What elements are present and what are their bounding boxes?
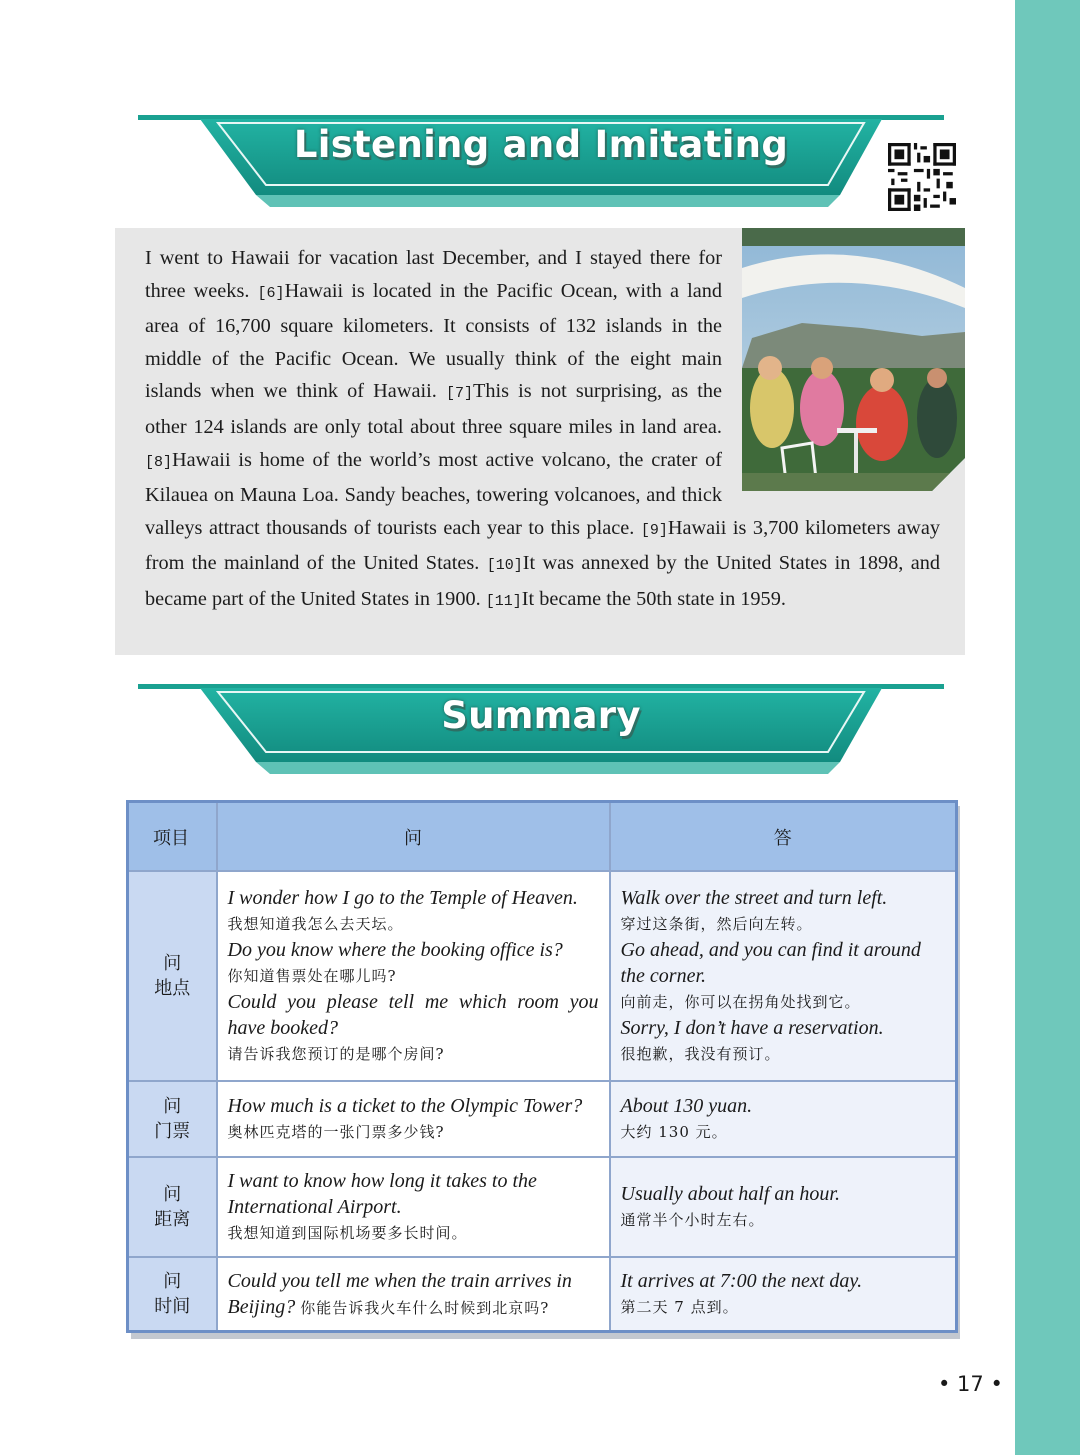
table-header-row <box>128 802 957 872</box>
table-row <box>128 1157 957 1257</box>
photo-spacer <box>722 242 940 500</box>
question-en: Do you know where the booking office is? <box>227 939 563 961</box>
qr-code-icon[interactable] <box>888 143 956 211</box>
question-cell <box>217 1157 610 1257</box>
item-label: 问 <box>163 1271 182 1292</box>
sentence: Hawaii is located in the Pacific Ocean, with a land area of 16,700 square kilometers. It consists of 132 islands in the middle of the Pacific Ocean. We usually think of the eight main islands when we think of Hawaii. <box>145 279 723 403</box>
table-row <box>128 1257 957 1332</box>
answer-en: Usually about half an hour. <box>620 1183 840 1205</box>
answer-en: Walk over the street and turn left. <box>620 887 888 909</box>
summary-banner <box>138 684 944 784</box>
sentence: It became the 50th state in 1959. <box>521 587 786 610</box>
sentence: This is not surprising, as the other 124 islands are only total about three square miles in land area. <box>145 380 722 438</box>
answer-en: About 130 yuan. <box>620 1095 753 1117</box>
question-cell <box>217 1081 610 1157</box>
summary-table-wrapper <box>126 800 955 1333</box>
question-zh: 我想知道到国际机场要多长时间。 <box>227 1224 468 1242</box>
question-zh: 奥林匹克塔的一张门票多少钱? <box>227 1123 445 1141</box>
answer-zh: 很抱歉，我没有预订。 <box>620 1045 781 1063</box>
question-en: Could you tell me when the train arrives in Beijing? <box>227 1269 572 1318</box>
question-cell <box>217 1257 610 1332</box>
header-answer: 答 <box>610 802 957 872</box>
reference-marker: [8] <box>145 453 173 471</box>
answer-cell <box>610 1257 957 1332</box>
question-cell <box>217 871 610 1081</box>
item-label: 门票 <box>154 1121 191 1142</box>
answer-zh: 大约 130 元。 <box>620 1123 728 1141</box>
listening-banner <box>138 115 944 215</box>
question-en-with-zh <box>228 1268 599 1321</box>
side-color-strip <box>1015 0 1080 1455</box>
answer-cell <box>610 1157 957 1257</box>
passage-text <box>145 242 940 619</box>
row-item-time <box>128 1257 217 1332</box>
answer-cell <box>610 871 957 1081</box>
answer-zh: 通常半个小时左右。 <box>620 1211 765 1229</box>
question-en: How much is a ticket to the Olympic Tower? <box>227 1095 583 1117</box>
row-item-distance <box>128 1157 217 1257</box>
reference-marker: [10] <box>486 557 523 575</box>
page-number: • 17 • <box>938 1372 1003 1396</box>
sentence: Hawaii is home of the world’s most active volcano, the crater of Kilauea on Mauna Loa. Sandy beaches, towering volcanoes, and thick valleys attract thousands of tourists each year to this place. <box>145 448 722 539</box>
answer-zh: 穿过这条街，然后向左转。 <box>620 915 813 933</box>
question-zh: 请告诉我您预订的是哪个房间? <box>227 1045 445 1063</box>
sentence: Hawaii is 3,700 kilometers away from the mainland of the United States. <box>145 516 940 575</box>
question-zh: 你知道售票处在哪儿吗? <box>227 967 397 985</box>
answer-cell <box>610 1081 957 1157</box>
header-item: 项目 <box>128 802 217 872</box>
item-label: 距离 <box>154 1209 191 1230</box>
question-zh: 你能告诉我火车什么时候到北京吗? <box>300 1298 550 1317</box>
question-zh: 我想知道我怎么去天坛。 <box>227 915 404 933</box>
reference-marker: [7] <box>445 385 473 403</box>
answer-zh: 向前走，你可以在拐角处找到它。 <box>620 993 861 1011</box>
question-en: Could you please tell me which room you have booked? <box>227 991 599 1039</box>
table-row <box>128 871 957 1081</box>
reference-marker: [6] <box>257 284 285 302</box>
sentence: I went to Hawaii for vacation last December, and I stayed there for three weeks. <box>145 247 722 302</box>
header-question: 问 <box>217 802 610 872</box>
question-en: I want to know how long it takes to the International Airport. <box>227 1170 537 1218</box>
answer-en: Sorry, I don’t have a reservation. <box>620 1017 884 1039</box>
item-label: 地点 <box>154 978 191 999</box>
item-label: 时间 <box>154 1296 191 1317</box>
answer-en: Go ahead, and you can find it around the corner. <box>620 939 921 987</box>
item-label: 问 <box>163 1184 182 1205</box>
answer-en: It arrives at 7:00 the next day. <box>620 1270 863 1292</box>
answer-zh: 第二天 7 点到。 <box>620 1298 739 1316</box>
reference-marker: [9] <box>640 521 668 539</box>
table-row <box>128 1081 957 1157</box>
row-item-ticket <box>128 1081 217 1157</box>
item-label: 问 <box>163 1096 182 1117</box>
item-label: 问 <box>163 953 182 974</box>
question-en: I wonder how I go to the Temple of Heaven. <box>227 887 578 909</box>
summary-table <box>126 800 958 1333</box>
reference-marker: [11] <box>485 592 522 610</box>
section-title-listening: Listening and Imitating <box>293 123 789 166</box>
section-title-summary: Summary <box>441 694 641 737</box>
row-item-location <box>128 871 217 1081</box>
sentence: It was annexed by the United States in 1898, and became part of the United States in 1900. <box>145 552 941 610</box>
